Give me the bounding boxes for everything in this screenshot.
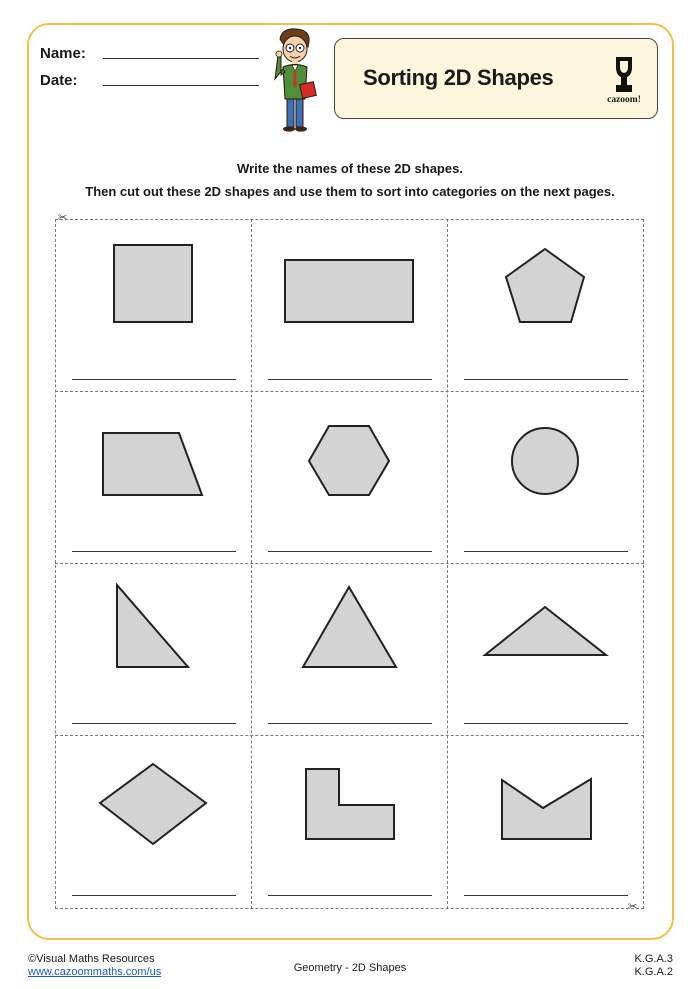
shape-cell-obtuse-triangle: [447, 563, 643, 735]
obtuse-triangle-shape: [447, 563, 643, 735]
footer-standards: [634, 953, 673, 979]
concave-pentagon-shape: [447, 735, 643, 907]
shape-cell-l-shape: [251, 735, 447, 907]
shape-cell-hexagon: [251, 391, 447, 563]
instruction-line-2: Then cut out these 2D shapes and use them to sort into categories on the next pages.: [85, 184, 615, 199]
copyright-text: ©Visual Maths Resources: [28, 953, 155, 965]
answer-line[interactable]: [72, 895, 236, 896]
l-shape: [251, 735, 447, 907]
pentagon-shape: [447, 219, 643, 391]
answer-line[interactable]: [464, 723, 628, 724]
date-field[interactable]: [103, 85, 259, 86]
answer-line[interactable]: [72, 551, 236, 552]
rectangle-shape: [251, 219, 447, 391]
scissors-icon: ✂: [628, 901, 638, 913]
answer-line[interactable]: [268, 723, 432, 724]
trophy-icon: [601, 55, 647, 95]
shape-cell-right-triangle: [55, 563, 251, 735]
answer-line[interactable]: [268, 379, 432, 380]
shape-cell-pentagon: [447, 219, 643, 391]
title-box: [334, 38, 658, 119]
name-label: Name:: [40, 45, 86, 62]
website-link[interactable]: www.cazoommaths.com/us: [28, 966, 162, 978]
answer-line[interactable]: [268, 895, 432, 896]
shape-cell-isosceles-triangle: [251, 563, 447, 735]
isosceles-triangle-shape: [251, 563, 447, 735]
answer-line[interactable]: [268, 551, 432, 552]
right-triangle-shape: [55, 563, 251, 735]
hexagon-shape: [251, 391, 447, 563]
standard-code: K.G.A.2: [634, 966, 673, 978]
square-shape: [55, 219, 251, 391]
cazoom-logo: [601, 55, 647, 105]
shape-cell-rhombus: [55, 735, 251, 907]
name-field[interactable]: [103, 58, 259, 59]
trapezium-shape: [55, 391, 251, 563]
shape-cell-trapezium: [55, 391, 251, 563]
instruction-line-1: Write the names of these 2D shapes.: [237, 161, 463, 176]
logo-text: cazoom!: [607, 95, 641, 105]
date-label: Date:: [40, 72, 78, 89]
answer-line[interactable]: [464, 895, 628, 896]
circle-shape: [447, 391, 643, 563]
standard-code: K.G.A.3: [634, 953, 673, 965]
shape-cell-circle: [447, 391, 643, 563]
shape-cell-concave-pentagon: [447, 735, 643, 907]
answer-line[interactable]: [464, 551, 628, 552]
rhombus-shape: [55, 735, 251, 907]
shape-cell-square: [55, 219, 251, 391]
footer-topic: Geometry - 2D Shapes: [293, 962, 407, 974]
scissors-icon: ✂: [58, 212, 68, 224]
shape-cell-rectangle: [251, 219, 447, 391]
answer-line[interactable]: [72, 379, 236, 380]
teacher-illustration: [268, 25, 330, 135]
page-title: Sorting 2D Shapes: [363, 65, 554, 90]
answer-line[interactable]: [72, 723, 236, 724]
answer-line[interactable]: [464, 379, 628, 380]
